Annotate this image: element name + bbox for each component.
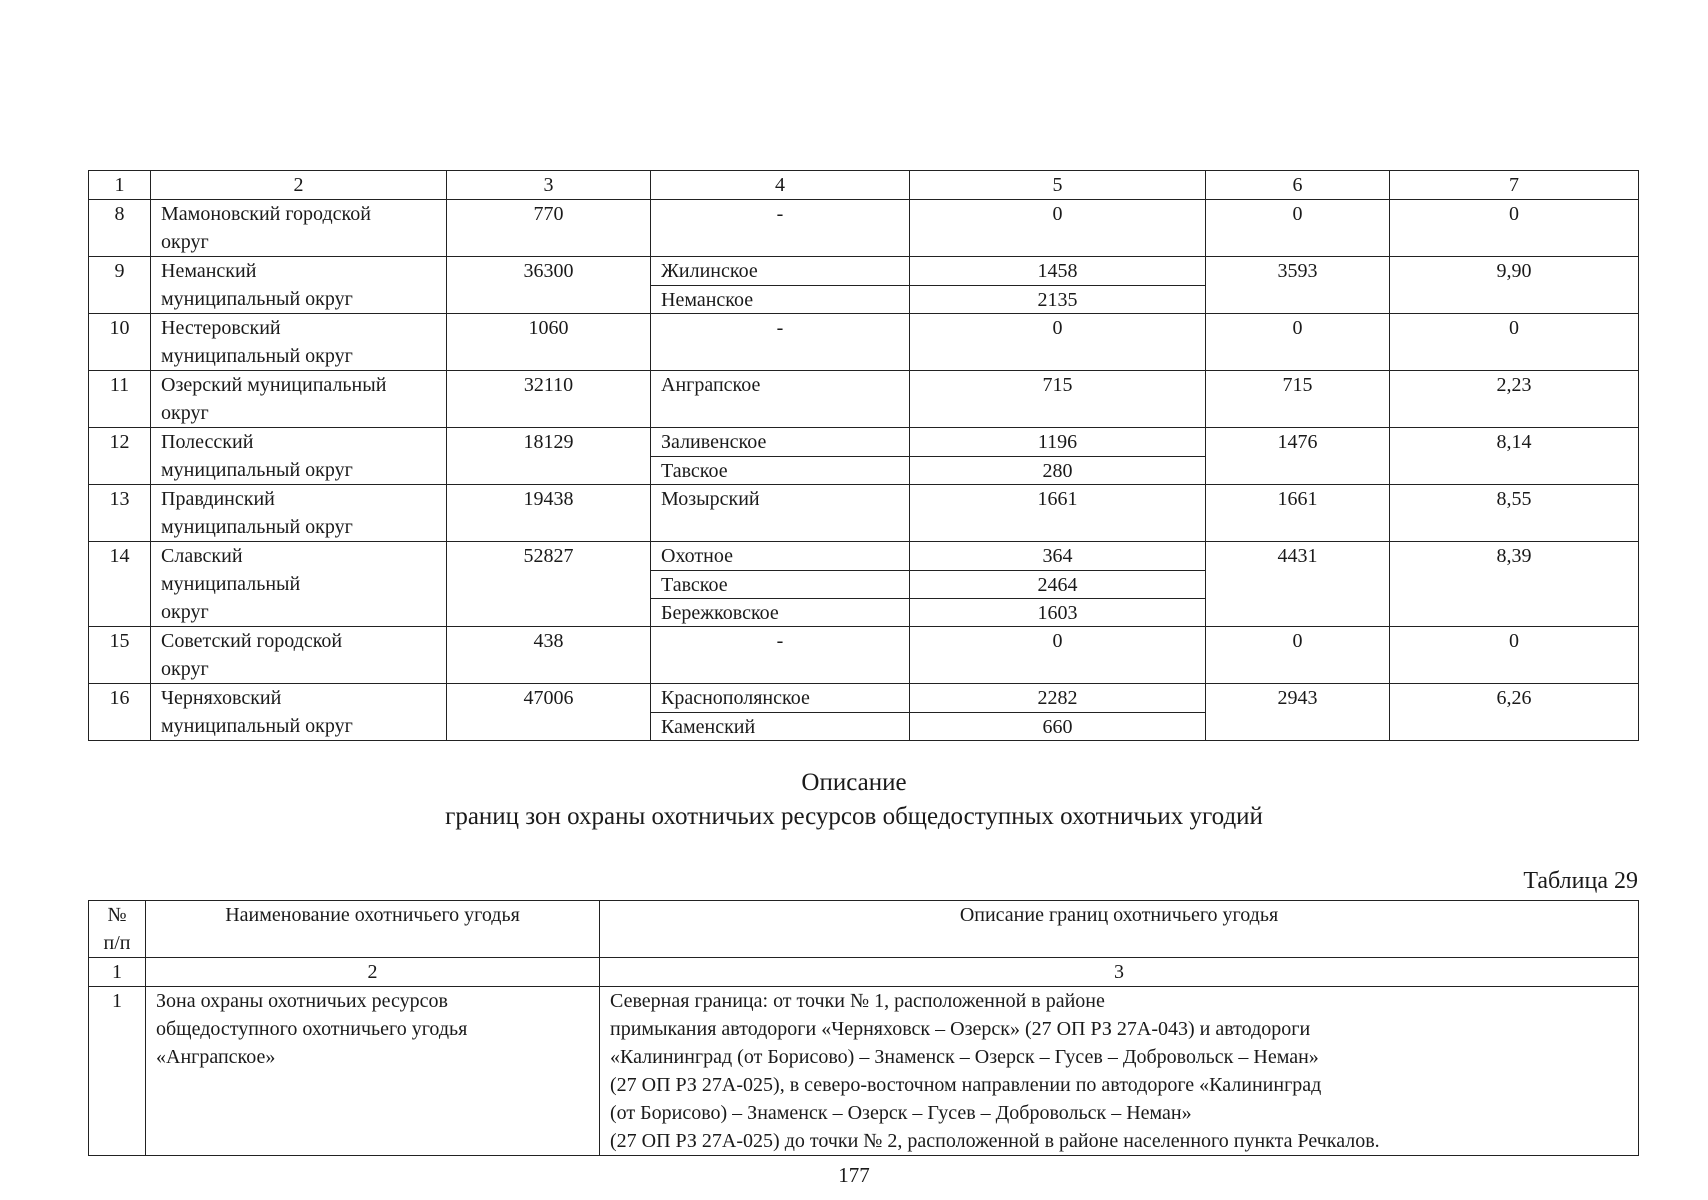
district-name (151, 200, 447, 257)
subdivision-name: Краснополянское (661, 687, 810, 709)
column-number-7: 7 (1390, 171, 1639, 200)
row-number: 16 (89, 684, 151, 741)
subdivision-value: 0 (1052, 630, 1063, 652)
district-name-line: округ (161, 601, 209, 623)
section-heading (0, 766, 1708, 834)
row-desc-line: (27 ОП РЗ 27А-025), в северо-восточном направлении по автодороге «Калининград (610, 1074, 1322, 1096)
district-percent: 6,26 (1390, 684, 1639, 741)
subdivision-values (910, 257, 1206, 314)
column-number-5: 5 (910, 171, 1206, 200)
district-name (151, 428, 447, 485)
district-total: 0 (1206, 314, 1390, 371)
subdivision-names (651, 428, 910, 485)
table-row (89, 428, 1639, 485)
row-description (600, 987, 1639, 1156)
subdivision-value: 2464 (910, 570, 1205, 598)
districts-table (88, 170, 1639, 741)
district-total: 2943 (1206, 684, 1390, 741)
district-name-line: Озерский муниципальный (161, 374, 387, 396)
subdivision-name: Жилинское (661, 260, 758, 282)
heading-line-2: границ зон охраны охотничьих ресурсов общедоступных охотничьих угодий (445, 803, 1263, 830)
table-row (89, 987, 1639, 1156)
district-total: 715 (1206, 371, 1390, 428)
district-name-line: Полесский (161, 431, 254, 453)
district-percent: 8,14 (1390, 428, 1639, 485)
subdivision-name: Бережковское (651, 598, 909, 626)
district-name-line: Мамоновский городской (161, 203, 371, 225)
subdivision-value: 0 (1052, 317, 1063, 339)
subdivision-values (910, 627, 1206, 684)
subdivision-name: Неманское (651, 285, 909, 313)
district-area: 36300 (447, 257, 651, 314)
district-name-line: округ (161, 658, 209, 680)
district-name-line: Правдинский (161, 488, 275, 510)
district-area: 52827 (447, 542, 651, 627)
district-name (151, 485, 447, 542)
subdivision-name: Тавское (651, 570, 909, 598)
district-percent: 0 (1390, 314, 1639, 371)
district-name-line: муниципальный округ (161, 459, 353, 481)
row-desc-line: Северная граница: от точки № 1, расположенной в районе (610, 990, 1105, 1012)
subdivision-names (651, 485, 910, 542)
district-total: 0 (1206, 627, 1390, 684)
district-percent: 9,90 (1390, 257, 1639, 314)
header-num (89, 901, 146, 958)
row-desc-line: (27 ОП РЗ 27А-025) до точки № 2, расположенной в районе населенного пункта Речкалов. (610, 1130, 1380, 1152)
district-total: 1476 (1206, 428, 1390, 485)
district-name-line: Славский (161, 545, 243, 567)
district-area: 438 (447, 627, 651, 684)
row-name-line: «Анграпское» (156, 1046, 276, 1068)
subdivision-names (651, 627, 910, 684)
subdivision-values (910, 485, 1206, 542)
subdivision-name: Мозырский (661, 488, 760, 510)
subdivision-name: Анграпское (661, 374, 761, 396)
district-name-line: округ (161, 402, 209, 424)
row-number: 8 (89, 200, 151, 257)
table-label: Таблица 29 (1523, 868, 1638, 894)
district-name-line: Советский городской (161, 630, 343, 652)
district-area: 32110 (447, 371, 651, 428)
table-header-row (89, 171, 1639, 200)
district-name-line: Черняховский (161, 687, 282, 709)
district-percent: 8,39 (1390, 542, 1639, 627)
row-number: 14 (89, 542, 151, 627)
table-29 (88, 900, 1639, 1156)
district-name (151, 257, 447, 314)
row-number: 12 (89, 428, 151, 485)
page-number: 177 (838, 1163, 870, 1187)
subdivision-name: - (776, 203, 784, 225)
column-number-3: 3 (447, 171, 651, 200)
row-desc-line: (от Борисово) – Знаменск – Озерск – Гусев – Добровольск – Неман» (610, 1102, 1192, 1124)
district-percent: 8,55 (1390, 485, 1639, 542)
district-name (151, 542, 447, 627)
district-percent: 0 (1390, 627, 1639, 684)
subdivision-name: Тавское (651, 456, 909, 484)
district-name (151, 684, 447, 741)
row-number: 11 (89, 371, 151, 428)
district-name-line: Неманский (161, 260, 257, 282)
district-percent: 0 (1390, 200, 1639, 257)
district-area: 1060 (447, 314, 651, 371)
district-name-line: Нестеровский (161, 317, 281, 339)
subdivision-name: Охотное (661, 545, 733, 567)
subdivision-names (651, 257, 910, 314)
subdivision-names (651, 314, 910, 371)
col-number-2: 2 (146, 958, 600, 987)
district-name-line: муниципальный (161, 573, 301, 595)
subdivision-value: 0 (1052, 203, 1063, 225)
heading-line-1: Описание (801, 769, 907, 796)
subdivision-value: 1603 (910, 598, 1205, 626)
table-row (89, 542, 1639, 627)
district-total: 0 (1206, 200, 1390, 257)
district-area: 18129 (447, 428, 651, 485)
subdivision-name: Каменский (651, 712, 909, 740)
district-name-line: муниципальный округ (161, 516, 353, 538)
row-name (146, 987, 600, 1156)
subdivision-name: Заливенское (661, 431, 767, 453)
subdivision-values (910, 314, 1206, 371)
subdivision-value: 280 (910, 456, 1205, 484)
district-name-line: округ (161, 231, 209, 253)
subdivision-names (651, 200, 910, 257)
district-name (151, 371, 447, 428)
district-percent: 2,23 (1390, 371, 1639, 428)
row-number: 13 (89, 485, 151, 542)
subdivision-values (910, 684, 1206, 741)
district-total: 3593 (1206, 257, 1390, 314)
subdivision-names (651, 542, 910, 627)
subdivision-value: 1661 (1037, 488, 1078, 510)
subdivision-value: 2135 (910, 285, 1205, 313)
column-number-1: 1 (89, 171, 151, 200)
table-row (89, 684, 1639, 741)
header-desc: Описание границ охотничьего угодья (600, 901, 1639, 958)
subdivision-value: 364 (1042, 545, 1073, 567)
district-name-line: муниципальный округ (161, 345, 353, 367)
district-name (151, 314, 447, 371)
table-row (89, 257, 1639, 314)
subdivision-value: 1458 (1037, 260, 1078, 282)
subdivision-names (651, 371, 910, 428)
subdivision-value: 715 (1042, 374, 1073, 396)
header-num-line-2: п/п (103, 932, 131, 954)
table-29-header-row (89, 901, 1639, 958)
subdivision-values (910, 428, 1206, 485)
subdivision-values (910, 371, 1206, 428)
col-number-3: 3 (600, 958, 1639, 987)
row-desc-line: примыкания автодороги «Черняховск – Озерск» (27 ОП РЗ 27А-043) и автодороги (610, 1018, 1311, 1040)
row-name-line: общедоступного охотничьего угодья (156, 1018, 468, 1040)
row-number: 15 (89, 627, 151, 684)
row-number: 9 (89, 257, 151, 314)
header-num-line-1: № (107, 904, 127, 926)
table-row (89, 371, 1639, 428)
district-name-line: муниципальный округ (161, 288, 353, 310)
table-29-column-numbers (89, 958, 1639, 987)
district-area: 19438 (447, 485, 651, 542)
subdivision-value: 660 (910, 712, 1205, 740)
column-number-6: 6 (1206, 171, 1390, 200)
table-row (89, 314, 1639, 371)
district-name (151, 627, 447, 684)
subdivision-name: - (776, 630, 784, 652)
district-area: 770 (447, 200, 651, 257)
district-area: 47006 (447, 684, 651, 741)
district-total: 1661 (1206, 485, 1390, 542)
column-number-2: 2 (151, 171, 447, 200)
district-total: 4431 (1206, 542, 1390, 627)
subdivision-value: 1196 (1037, 431, 1078, 453)
row-number: 10 (89, 314, 151, 371)
col-number-1: 1 (89, 958, 146, 987)
column-number-4: 4 (651, 171, 910, 200)
row-name-line: Зона охраны охотничьих ресурсов (156, 990, 448, 1012)
table-row (89, 485, 1639, 542)
table-row (89, 627, 1639, 684)
header-name: Наименование охотничьего угодья (146, 901, 600, 958)
subdivision-value: 2282 (1037, 687, 1078, 709)
row-desc-line: «Калининград (от Борисово) – Знаменск – Озерск – Гусев – Добровольск – Неман» (610, 1046, 1319, 1068)
subdivision-name: - (776, 317, 784, 339)
district-name-line: муниципальный округ (161, 715, 353, 737)
subdivision-values (910, 200, 1206, 257)
row-num: 1 (89, 987, 146, 1156)
table-row (89, 200, 1639, 257)
subdivision-names (651, 684, 910, 741)
subdivision-values (910, 542, 1206, 627)
